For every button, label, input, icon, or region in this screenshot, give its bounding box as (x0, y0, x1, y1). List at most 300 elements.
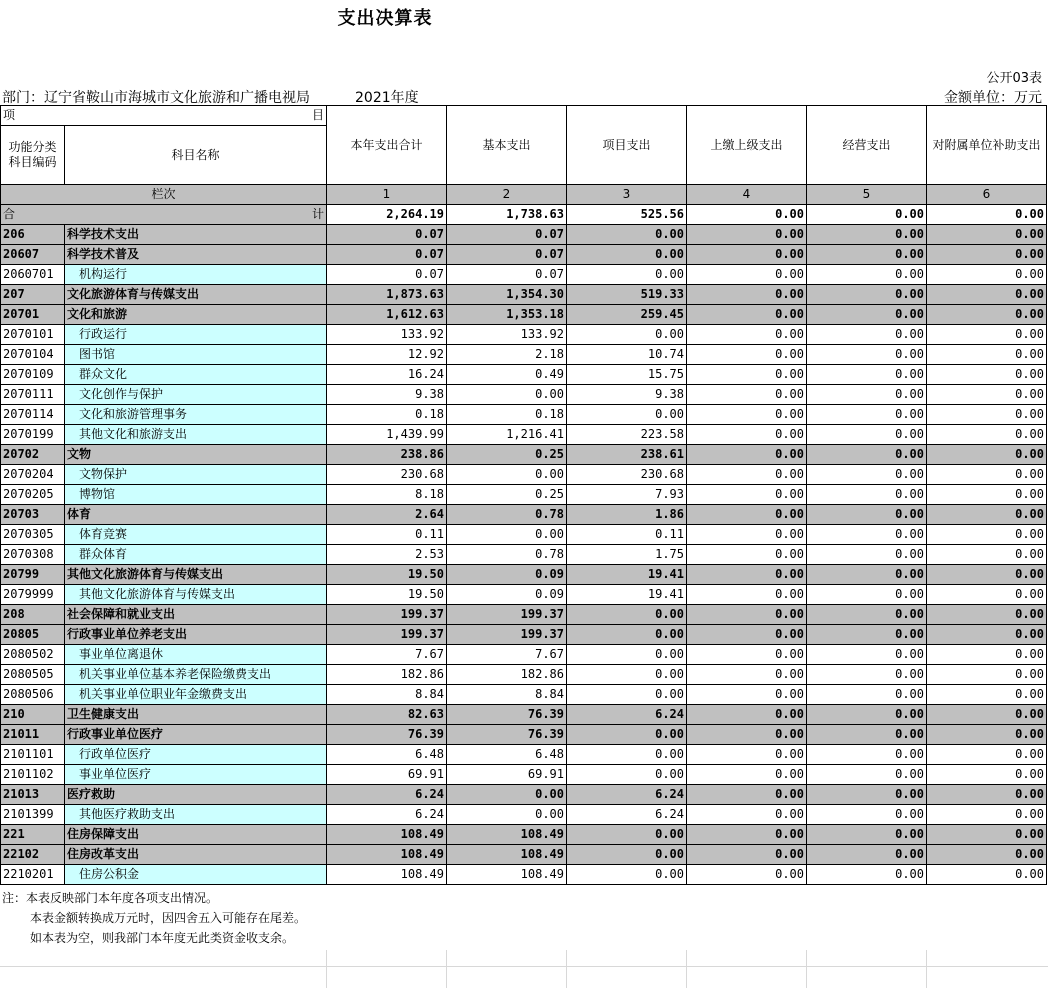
row-value-3: 0.11 (567, 525, 687, 545)
total-value-1: 2,264.19 (327, 205, 447, 225)
row-value-4: 0.00 (687, 265, 807, 285)
table-row (1, 485, 1047, 505)
row-name: 其他文化旅游体育与传媒支出 (65, 565, 327, 585)
row-value-3: 238.61 (567, 445, 687, 465)
table-row (1, 805, 1047, 825)
seq-2: 2 (447, 185, 567, 205)
row-value-2: 0.00 (447, 385, 567, 405)
row-code: 2060701 (1, 265, 65, 285)
row-code: 20607 (1, 245, 65, 265)
row-code: 20702 (1, 445, 65, 465)
row-value-2: 0.07 (447, 225, 567, 245)
table-row (1, 505, 1047, 525)
row-code: 2070104 (1, 345, 65, 365)
sheet-gridline (446, 950, 447, 988)
row-value-3: 0.00 (567, 825, 687, 845)
row-code: 20799 (1, 565, 65, 585)
row-value-4: 0.00 (687, 625, 807, 645)
row-value-3: 1.75 (567, 545, 687, 565)
row-value-3: 230.68 (567, 465, 687, 485)
row-name: 群众体育 (65, 545, 327, 565)
table-row (1, 285, 1047, 305)
table-row (1, 405, 1047, 425)
row-value-5: 0.00 (807, 265, 927, 285)
row-name: 科学技术支出 (65, 225, 327, 245)
row-value-4: 0.00 (687, 665, 807, 685)
page-title: 支出决算表 (337, 8, 433, 29)
row-name: 博物馆 (65, 485, 327, 505)
row-value-1: 1,612.63 (327, 305, 447, 325)
row-value-3: 19.41 (567, 565, 687, 585)
row-name: 文物 (65, 445, 327, 465)
row-value-6: 0.00 (927, 825, 1047, 845)
row-value-6: 0.00 (927, 525, 1047, 545)
row-value-2: 1,353.18 (447, 305, 567, 325)
row-code: 2070305 (1, 525, 65, 545)
total-value-2: 1,738.63 (447, 205, 567, 225)
row-code: 206 (1, 225, 65, 245)
row-value-2: 0.00 (447, 525, 567, 545)
table-row (1, 825, 1047, 845)
seq-5: 5 (807, 185, 927, 205)
row-code: 2070114 (1, 405, 65, 425)
row-value-3: 15.75 (567, 365, 687, 385)
row-value-3: 259.45 (567, 305, 687, 325)
row-value-3: 0.00 (567, 765, 687, 785)
row-name: 社会保障和就业支出 (65, 605, 327, 625)
row-value-6: 0.00 (927, 485, 1047, 505)
row-value-5: 0.00 (807, 805, 927, 825)
row-value-6: 0.00 (927, 245, 1047, 265)
total-value-3: 525.56 (567, 205, 687, 225)
row-value-1: 1,873.63 (327, 285, 447, 305)
row-value-5: 0.00 (807, 745, 927, 765)
notes (2, 888, 306, 948)
row-value-2: 133.92 (447, 325, 567, 345)
total-label-left: 合 (3, 207, 16, 221)
row-value-1: 8.84 (327, 685, 447, 705)
row-value-1: 199.37 (327, 605, 447, 625)
row-value-4: 0.00 (687, 445, 807, 465)
sheet-gridline (0, 966, 1048, 967)
row-value-5: 0.00 (807, 445, 927, 465)
row-value-6: 0.00 (927, 585, 1047, 605)
row-value-4: 0.00 (687, 465, 807, 485)
note-3: 如本表为空，则我部门本年度无此类资金收支余。 (30, 931, 295, 945)
row-value-2: 199.37 (447, 605, 567, 625)
row-value-1: 2.64 (327, 505, 447, 525)
row-value-4: 0.00 (687, 365, 807, 385)
row-value-3: 1.86 (567, 505, 687, 525)
row-value-3: 0.00 (567, 625, 687, 645)
row-value-5: 0.00 (807, 665, 927, 685)
row-value-1: 69.91 (327, 765, 447, 785)
row-value-2: 6.48 (447, 745, 567, 765)
row-value-3: 223.58 (567, 425, 687, 445)
col-header-3: 项目支出 (567, 106, 687, 185)
row-name: 机关事业单位职业年金缴费支出 (65, 685, 327, 705)
row-name: 文化创作与保护 (65, 385, 327, 405)
row-code: 2080505 (1, 665, 65, 685)
row-value-6: 0.00 (927, 785, 1047, 805)
row-value-1: 0.18 (327, 405, 447, 425)
row-name: 卫生健康支出 (65, 705, 327, 725)
row-value-4: 0.00 (687, 525, 807, 545)
row-value-5: 0.00 (807, 525, 927, 545)
row-value-1: 1,439.99 (327, 425, 447, 445)
code-header: 功能分类科目编码 (1, 126, 65, 185)
row-code: 20701 (1, 305, 65, 325)
table-row (1, 585, 1047, 605)
row-value-5: 0.00 (807, 465, 927, 485)
row-value-6: 0.00 (927, 465, 1047, 485)
row-value-4: 0.00 (687, 505, 807, 525)
row-value-6: 0.00 (927, 385, 1047, 405)
row-value-1: 199.37 (327, 625, 447, 645)
row-value-6: 0.00 (927, 845, 1047, 865)
row-value-1: 6.24 (327, 805, 447, 825)
row-value-3: 7.93 (567, 485, 687, 505)
table-row (1, 245, 1047, 265)
row-value-4: 0.00 (687, 865, 807, 885)
table-row (1, 525, 1047, 545)
row-value-4: 0.00 (687, 345, 807, 365)
table-row (1, 305, 1047, 325)
row-value-2: 76.39 (447, 705, 567, 725)
row-name: 医疗救助 (65, 785, 327, 805)
row-value-4: 0.00 (687, 745, 807, 765)
col-header-2: 基本支出 (447, 106, 567, 185)
row-value-3: 6.24 (567, 805, 687, 825)
row-value-2: 0.25 (447, 485, 567, 505)
row-value-6: 0.00 (927, 425, 1047, 445)
row-code: 2101399 (1, 805, 65, 825)
note-2: 本表金额转换成万元时，因四舍五入可能存在尾差。 (30, 911, 307, 925)
row-value-4: 0.00 (687, 325, 807, 345)
row-value-4: 0.00 (687, 585, 807, 605)
row-name: 文化和旅游 (65, 305, 327, 325)
row-value-4: 0.00 (687, 765, 807, 785)
row-value-2: 0.00 (447, 785, 567, 805)
row-name: 图书馆 (65, 345, 327, 365)
row-value-5: 0.00 (807, 725, 927, 745)
row-value-1: 133.92 (327, 325, 447, 345)
row-value-1: 238.86 (327, 445, 447, 465)
row-name: 住房保障支出 (65, 825, 327, 845)
row-value-3: 0.00 (567, 865, 687, 885)
row-value-5: 0.00 (807, 545, 927, 565)
row-name: 文化旅游体育与传媒支出 (65, 285, 327, 305)
row-value-6: 0.00 (927, 745, 1047, 765)
row-value-1: 2.53 (327, 545, 447, 565)
col-header-1: 本年支出合计 (327, 106, 447, 185)
fiscal-year: 2021年度 (355, 90, 419, 106)
row-code: 2070111 (1, 385, 65, 405)
table-row (1, 465, 1047, 485)
seq-1: 1 (327, 185, 447, 205)
row-value-3: 6.24 (567, 785, 687, 805)
row-value-2: 0.18 (447, 405, 567, 425)
row-name: 行政事业单位养老支出 (65, 625, 327, 645)
item-label: 项 (3, 108, 16, 122)
table-row (1, 445, 1047, 465)
row-value-6: 0.00 (927, 865, 1047, 885)
row-value-2: 0.00 (447, 805, 567, 825)
row-value-5: 0.00 (807, 245, 927, 265)
row-code: 2079999 (1, 585, 65, 605)
row-value-6: 0.00 (927, 545, 1047, 565)
row-value-6: 0.00 (927, 285, 1047, 305)
row-value-4: 0.00 (687, 245, 807, 265)
row-code: 207 (1, 285, 65, 305)
row-code: 2080502 (1, 645, 65, 665)
row-value-2: 108.49 (447, 865, 567, 885)
row-value-2: 69.91 (447, 765, 567, 785)
item-label-right: 目 (311, 108, 324, 122)
total-label (1, 205, 327, 225)
note-1: 注：本表反映部门本年度各项支出情况。 (2, 891, 219, 905)
row-name: 体育竞赛 (65, 525, 327, 545)
row-value-4: 0.00 (687, 605, 807, 625)
table-row (1, 605, 1047, 625)
row-name: 其他文化旅游体育与传媒支出 (65, 585, 327, 605)
row-value-6: 0.00 (927, 685, 1047, 705)
row-value-1: 19.50 (327, 585, 447, 605)
row-name: 事业单位离退休 (65, 645, 327, 665)
row-value-3: 519.33 (567, 285, 687, 305)
row-name: 住房改革支出 (65, 845, 327, 865)
row-code: 2070205 (1, 485, 65, 505)
table-row (1, 785, 1047, 805)
table-row (1, 425, 1047, 445)
row-code: 2101101 (1, 745, 65, 765)
table-row (1, 765, 1047, 785)
row-value-5: 0.00 (807, 485, 927, 505)
name-header: 科目名称 (65, 126, 327, 185)
row-code: 21013 (1, 785, 65, 805)
row-value-6: 0.00 (927, 265, 1047, 285)
table-row (1, 865, 1047, 885)
row-name: 文物保护 (65, 465, 327, 485)
row-value-4: 0.00 (687, 825, 807, 845)
row-name: 文化和旅游管理事务 (65, 405, 327, 425)
seq-3: 3 (567, 185, 687, 205)
row-value-3: 0.00 (567, 325, 687, 345)
col-header-6: 对附属单位补助支出 (927, 106, 1047, 185)
row-value-3: 0.00 (567, 605, 687, 625)
table-row (1, 265, 1047, 285)
row-value-2: 0.07 (447, 265, 567, 285)
row-name: 其他文化和旅游支出 (65, 425, 327, 445)
row-value-1: 0.07 (327, 265, 447, 285)
row-value-3: 0.00 (567, 405, 687, 425)
row-value-5: 0.00 (807, 705, 927, 725)
row-value-1: 0.07 (327, 225, 447, 245)
row-value-4: 0.00 (687, 725, 807, 745)
row-value-1: 82.63 (327, 705, 447, 725)
row-value-5: 0.00 (807, 325, 927, 345)
table-row (1, 625, 1047, 645)
row-value-2: 0.09 (447, 565, 567, 585)
row-value-6: 0.00 (927, 225, 1047, 245)
row-value-4: 0.00 (687, 805, 807, 825)
table-row (1, 545, 1047, 565)
row-value-3: 6.24 (567, 705, 687, 725)
row-value-5: 0.00 (807, 505, 927, 525)
row-value-5: 0.00 (807, 785, 927, 805)
row-name: 住房公积金 (65, 865, 327, 885)
item-header-cell (1, 106, 327, 126)
row-value-1: 8.18 (327, 485, 447, 505)
row-value-2: 108.49 (447, 825, 567, 845)
row-value-2: 76.39 (447, 725, 567, 745)
row-value-2: 0.78 (447, 505, 567, 525)
row-value-1: 6.48 (327, 745, 447, 765)
row-name: 行政单位医疗 (65, 745, 327, 765)
amount-unit: 金额单位：万元 (944, 90, 1042, 106)
row-value-4: 0.00 (687, 565, 807, 585)
row-code: 2210201 (1, 865, 65, 885)
col-header-5: 经营支出 (807, 106, 927, 185)
row-code: 21011 (1, 725, 65, 745)
total-label-right: 计 (311, 207, 324, 221)
table-row (1, 705, 1047, 725)
row-value-3: 0.00 (567, 725, 687, 745)
row-name: 体育 (65, 505, 327, 525)
row-value-4: 0.00 (687, 485, 807, 505)
row-value-5: 0.00 (807, 345, 927, 365)
row-value-2: 0.25 (447, 445, 567, 465)
sheet-gridline (566, 950, 567, 988)
row-name: 机关事业单位基本养老保险缴费支出 (65, 665, 327, 685)
row-name: 事业单位医疗 (65, 765, 327, 785)
table-row (1, 845, 1047, 865)
row-name: 行政运行 (65, 325, 327, 345)
sheet-gridline (686, 950, 687, 988)
row-value-1: 108.49 (327, 825, 447, 845)
row-value-2: 1,216.41 (447, 425, 567, 445)
row-value-4: 0.00 (687, 405, 807, 425)
row-value-4: 0.00 (687, 545, 807, 565)
row-code: 2080506 (1, 685, 65, 705)
row-value-2: 8.84 (447, 685, 567, 705)
table-row (1, 365, 1047, 385)
table-row (1, 565, 1047, 585)
row-value-1: 12.92 (327, 345, 447, 365)
expenditure-table (0, 105, 1047, 885)
row-value-6: 0.00 (927, 725, 1047, 745)
row-code: 2070101 (1, 325, 65, 345)
row-value-6: 0.00 (927, 605, 1047, 625)
row-value-5: 0.00 (807, 825, 927, 845)
row-name: 机构运行 (65, 265, 327, 285)
sheet-gridline (806, 950, 807, 988)
row-code: 221 (1, 825, 65, 845)
row-value-6: 0.00 (927, 805, 1047, 825)
row-value-4: 0.00 (687, 705, 807, 725)
row-value-4: 0.00 (687, 425, 807, 445)
table-row (1, 725, 1047, 745)
row-value-2: 2.18 (447, 345, 567, 365)
row-value-2: 108.49 (447, 845, 567, 865)
row-name: 行政事业单位医疗 (65, 725, 327, 745)
row-value-4: 0.00 (687, 645, 807, 665)
row-value-1: 182.86 (327, 665, 447, 685)
row-value-6: 0.00 (927, 365, 1047, 385)
row-name: 科学技术普及 (65, 245, 327, 265)
row-value-2: 199.37 (447, 625, 567, 645)
row-value-5: 0.00 (807, 285, 927, 305)
row-value-2: 0.09 (447, 585, 567, 605)
row-value-6: 0.00 (927, 505, 1047, 525)
row-value-1: 0.07 (327, 245, 447, 265)
row-value-3: 0.00 (567, 245, 687, 265)
row-value-3: 0.00 (567, 665, 687, 685)
row-value-4: 0.00 (687, 285, 807, 305)
row-code: 2070109 (1, 365, 65, 385)
row-code: 2101102 (1, 765, 65, 785)
seq-4: 4 (687, 185, 807, 205)
row-value-3: 0.00 (567, 745, 687, 765)
row-value-5: 0.00 (807, 765, 927, 785)
row-value-5: 0.00 (807, 305, 927, 325)
row-code: 20703 (1, 505, 65, 525)
row-value-6: 0.00 (927, 665, 1047, 685)
row-value-5: 0.00 (807, 565, 927, 585)
row-value-5: 0.00 (807, 425, 927, 445)
row-value-1: 230.68 (327, 465, 447, 485)
row-value-4: 0.00 (687, 305, 807, 325)
row-value-6: 0.00 (927, 765, 1047, 785)
row-value-6: 0.00 (927, 445, 1047, 465)
row-value-5: 0.00 (807, 845, 927, 865)
total-value-5: 0.00 (807, 205, 927, 225)
row-value-1: 108.49 (327, 865, 447, 885)
row-value-3: 0.00 (567, 645, 687, 665)
row-name: 其他医疗救助支出 (65, 805, 327, 825)
row-value-6: 0.00 (927, 345, 1047, 365)
row-value-5: 0.00 (807, 685, 927, 705)
row-value-2: 0.49 (447, 365, 567, 385)
row-value-6: 0.00 (927, 565, 1047, 585)
row-value-3: 0.00 (567, 845, 687, 865)
row-value-3: 0.00 (567, 265, 687, 285)
row-value-6: 0.00 (927, 405, 1047, 425)
row-value-2: 182.86 (447, 665, 567, 685)
row-value-6: 0.00 (927, 705, 1047, 725)
row-value-5: 0.00 (807, 625, 927, 645)
row-value-5: 0.00 (807, 605, 927, 625)
row-value-5: 0.00 (807, 865, 927, 885)
row-value-3: 9.38 (567, 385, 687, 405)
row-code: 2070199 (1, 425, 65, 445)
row-value-5: 0.00 (807, 365, 927, 385)
row-value-2: 7.67 (447, 645, 567, 665)
row-value-1: 7.67 (327, 645, 447, 665)
row-value-2: 0.78 (447, 545, 567, 565)
row-name: 群众文化 (65, 365, 327, 385)
row-value-6: 0.00 (927, 645, 1047, 665)
row-value-1: 76.39 (327, 725, 447, 745)
table-row (1, 745, 1047, 765)
total-value-6: 0.00 (927, 205, 1047, 225)
row-code: 2070204 (1, 465, 65, 485)
row-code: 2070308 (1, 545, 65, 565)
table-row (1, 345, 1047, 365)
row-value-4: 0.00 (687, 785, 807, 805)
row-value-1: 6.24 (327, 785, 447, 805)
row-value-5: 0.00 (807, 645, 927, 665)
